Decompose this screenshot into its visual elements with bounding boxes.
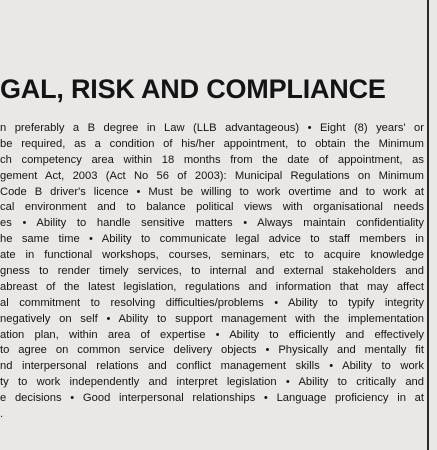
text-line: . [0, 408, 4, 421]
text-line: gement Act, 2003 (Act No 56 of 2003): Municipal Regulations on Minimum [0, 169, 424, 182]
text-line: ty to work independently and interpret legislation • Ability to critically and [0, 376, 424, 389]
text-line: Code B driver's licence • Must be willing to work overtime and to work at [0, 185, 424, 198]
text-line: es • Ability to handle sensitive matters • Always maintain confidentiality [0, 217, 424, 230]
text-line: e decisions • Good interpersonal relationships • Language proficiency in at [0, 392, 424, 405]
text-line: negatively on self • Ability to support management with the implementation [0, 312, 424, 325]
column-divider [427, 0, 429, 450]
requirements-text [0, 121, 424, 423]
text-line: to agree on common service delivery objects • Physically and mentally fit [0, 344, 424, 357]
text-line: gness to render timely services, to internal and external stakeholders and [0, 265, 424, 278]
text-line: n preferably a B degree in Law (LLB advantageous) • Eight (8) years' or [0, 122, 424, 134]
text-line: ate in functional workshops, courses, seminars, etc to acquire knowledge [0, 249, 424, 262]
text-line: nd interpersonal relations and conflict management skills • Ability to work [0, 360, 424, 373]
section-heading: GAL, RISK AND COMPLIANCE [0, 74, 386, 104]
text-line: abreast of the latest legislation, regulations and information that may affect [0, 280, 424, 293]
text-line: he same time • Ability to communicate legal advice to staff members in [0, 233, 424, 246]
text-line: be required, as a condition of his/her appointment, to obtain the Minimum [0, 137, 424, 150]
text-line: ch competency area within 18 months from the date of appointment, as [0, 153, 424, 166]
text-line: ation plan, within area of expertise • Ability to efficiently and effectively [0, 328, 424, 341]
text-line: cal environment and to balance political views with organisational needs [0, 201, 424, 214]
text-line: al commitment to resolving difficulties/problems • Ability to typify integrity [0, 296, 424, 309]
